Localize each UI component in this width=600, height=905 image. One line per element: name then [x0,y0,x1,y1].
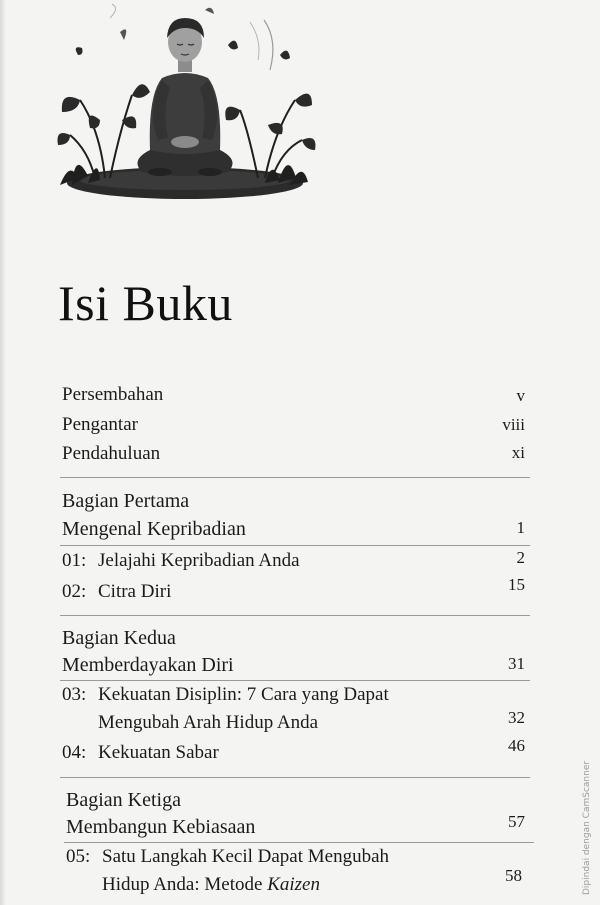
chapter-number: 02: [62,581,87,602]
part-title: Membangun Kebiasaan [66,816,256,838]
toc-label: Persembahan [62,384,164,405]
section-divider [60,777,530,778]
toc-page: 1 [516,518,525,537]
section-divider [60,545,530,546]
chapter-title-italic: Kaizen [267,874,320,895]
toc-page: 58 [505,866,522,885]
toc-page: 15 [508,575,525,594]
section-divider [64,842,534,843]
chapter-number: 01: [62,550,87,571]
part-label: Bagian Pertama [62,490,190,512]
scanner-watermark: Dipindai dengan CamScanner [582,760,592,895]
page-title: Isi Buku [58,274,233,331]
part-label: Bagian Kedua [62,627,176,649]
toc-page: 31 [508,654,525,673]
chapter-title-prefix: Hidup Anda: Metode [102,874,268,895]
toc-label: Pengantar [62,414,138,435]
toc-page: 46 [508,736,525,755]
section-divider [60,615,530,616]
chapter-number: 04: [62,742,87,763]
chapter-number: 03: [62,684,87,705]
chapter-number: 05: [66,846,91,867]
section-divider [60,680,530,681]
part-title: Mengenal Kepribadian [62,518,246,540]
chapter-title-continued [102,874,320,896]
chapter-title: Satu Langkah Kecil Dapat Mengubah [102,846,390,867]
toc-page: 57 [508,812,525,831]
part-label: Bagian Ketiga [66,789,181,811]
toc-page: 2 [516,548,525,567]
chapter-title-continued: Mengubah Arah Hidup Anda [98,712,319,733]
chapter-title: Citra Diri [98,581,172,602]
chapter-title: Kekuatan Sabar [98,742,219,763]
part-title: Memberdayakan Diri [62,654,234,676]
toc-page: v [516,386,525,405]
chapter-title: Kekuatan Disiplin: 7 Cara yang Dapat [98,684,389,705]
chapter-title: Jelajahi Kepribadian Anda [98,550,300,571]
toc-label: Pendahuluan [62,443,161,464]
toc-page: xi [511,443,525,462]
toc-page: 32 [508,708,525,727]
section-divider [60,477,530,478]
toc-page: viii [502,415,525,434]
